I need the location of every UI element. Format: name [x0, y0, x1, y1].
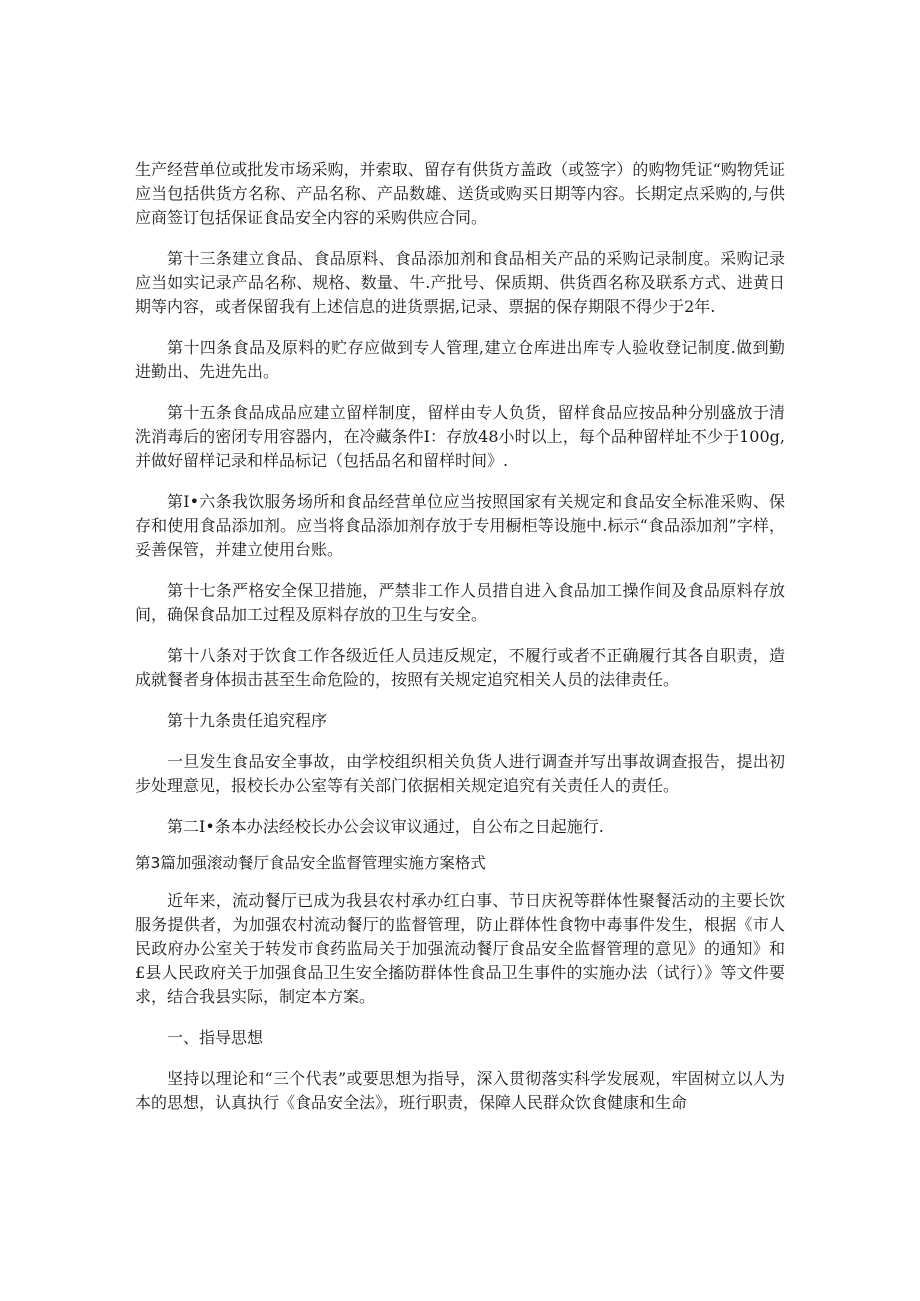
section-heading: 第3篇加强滚动餐厅食品安全监督管理实施方案格式 [135, 854, 486, 872]
paragraph-purchase-voucher: 生产经营单位或批发市场采购，并索取、留存有供货方盖政（或签字）的购物凭证“购物凭证应当包括供货方名称、产品名称、产品数雄、送货或购买日期等内容。长期定点采购的,与供应商签订包括保证食品安全内容的采购供应合同。 [135, 160, 785, 227]
paragraph-article-13: 第十三条建立食品、食品原料、食品添加剂和食品相关产品的采购记录制度。采购记录应当如实记录产品名称、规格、数量、牛.产批号、保质期、供货酉名称及联系方式、进黄日期等内容，或者保留我有上述信息的进货票据,记录、票据的保存期限不得少于2年. [135, 249, 785, 316]
document-body [135, 158, 785, 1132]
paragraph-background: 近年来，流动餐厅已成为我县农村承办红白事、节日庆祝等群体性聚餐活动的主要长饮服务提供者，为加强农村流动餐厅的监督管理，防止群体性食物中毒事件发生，根据《市人民政府办公室关于转发市食药监局关于加强流动餐厅食品安全监督管理的意见》的通知》和£县人民政府关于加强食品卫生安全搐防群体性食品卫生事件的实施办法（试行）》等文件要求，结合我县实际，制定本方案。 [135, 891, 785, 1006]
paragraph-article-17: 第十七条严格安全保卫措施，严禁非工作人员措自进入食品加工操作间及食品原料存放间，确保食品加工过程及原料存放的卫生与安全。 [135, 581, 785, 624]
paragraph-article-15: 第十五条食品成品应建立留样制度，留样由专人负货，留样食品应按品种分别盛放于清洗消毒后的密闭专用容器内，在冷藏条件I：存放48小时以上，每个品种留样址不少于100g,并做好留样记录和样品标记（包括品名和留样时间》. [135, 403, 785, 470]
paragraph-accident-procedure: 一旦发生食品安全事故，由学校组织相关负货人进行调查并写出事故调查报告，提出初步处理意见，报校长办公室等有关部门依据相关规定追究有关责任人的责任。 [135, 752, 785, 795]
paragraph-article-20: 第二I•条本办法经校长办公会议审议通过，自公布之日起施行. [167, 817, 604, 836]
paragraph-article-14: 第十四条食品及原料的贮存应做到专人管理,建立仓库进出库专人验收登记制度.做到勤进勤出、先进先出。 [135, 338, 785, 381]
paragraph-article-19: 第十九条贵任追究程序 [167, 711, 328, 730]
paragraph-article-18: 第十八条对于饮食工作各级近任人员违反规定，不履行或者不正确履行其各自职责，造成就餐者身体损击甚至生命危险的，按照有关规定追究相关人员的法律责任。 [135, 646, 785, 689]
paragraph-guiding-ideology-title: 一、指导思想 [167, 1028, 264, 1047]
paragraph-guiding-ideology: 坚持以理论和“三个代表”或要思想为指导，深入贯彻落实科学发展观，牢固树立以人为本的思想，认真执行《食品安全法》，班行职责，保障人民群众饮食健康和生命 [135, 1069, 785, 1112]
paragraph-article-16: 第I•六条我饮服务场所和食品经营单位应当按照国家有关规定和食品安全标准采购、保存和使用食品添加剂。应当将食品添加剂存放于专用橱柜等设施中.标示“食品添加剂”字样，妥善保管，并建立使用台账。 [135, 492, 785, 559]
